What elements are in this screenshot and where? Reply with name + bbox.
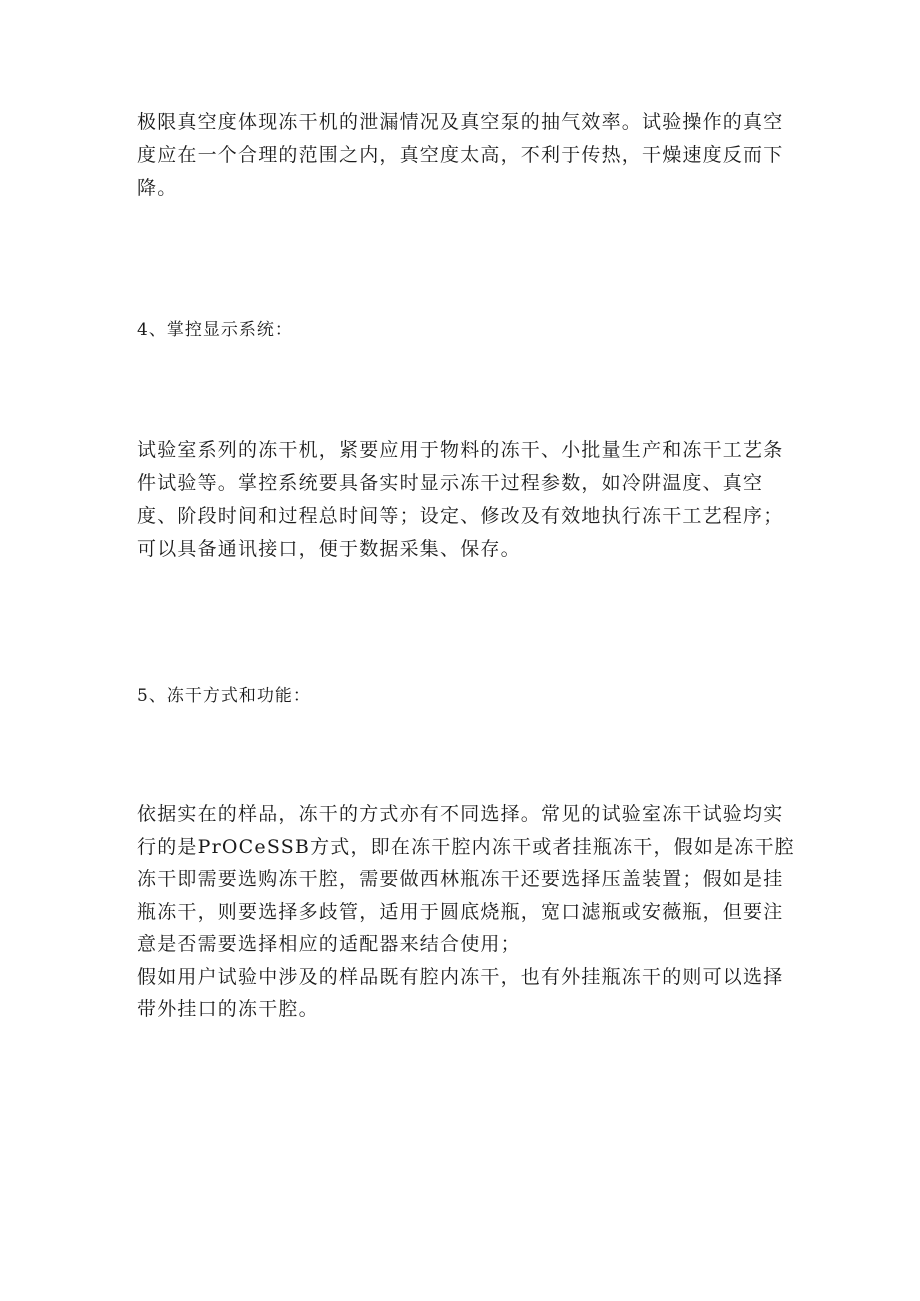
text-line: 行的是PrOCeSSB方式，即在冻干腔内冻干或者挂瓶冻干，假如是冻干腔 xyxy=(137,835,795,858)
paragraph-vacuum xyxy=(137,106,792,205)
text-line: 降。 xyxy=(137,177,178,199)
text-line: 依据实在的样品，冻干的方式亦有不同选择。常见的试验室冻干试验均实 xyxy=(137,803,784,825)
text-line: 极限真空度体现冻干机的泄漏情况及真空泵的抽气效率。试验操作的真空 xyxy=(137,111,784,133)
text-line: 试验室系列的冻干机，紧要应用于物料的冻干、小批量生产和冻干工艺条 xyxy=(137,439,784,461)
paragraph-control-system xyxy=(137,434,792,566)
text-line: 瓶冻干，则要选择多歧管，适用于圆底烧瓶，宽口滤瓶或安薇瓶，但要注 xyxy=(137,900,784,923)
paragraph-freeze-mode xyxy=(137,798,795,1026)
text-line: 度应在一个合理的范围之内，真空度太高，不利于传热，干燥速度反而下 xyxy=(137,144,784,166)
text-line: 冻干即需要选购冻干腔，需要做西林瓶冻干还要选择压盖装置；假如是挂 xyxy=(137,868,784,890)
section-heading-control-display: 4、掌控显示系统： xyxy=(137,320,293,340)
text-line: 度、阶段时间和过程总时间等；设定、修改及有效地执行冻干工艺程序； xyxy=(137,505,784,527)
text-line: 假如用户试验中涉及的样品既有腔内冻干，也有外挂瓶冻干的则可以选择 xyxy=(137,965,784,988)
text-line: 带外挂口的冻干腔。 xyxy=(137,998,319,1020)
section-heading-freeze-mode: 5、冻干方式和功能： xyxy=(137,686,311,706)
text-line: 可以具备通讯接口，便于数据采集、保存。 xyxy=(137,538,521,560)
text-line: 意是否需要选择相应的适配器来结合使用； xyxy=(137,933,521,955)
text-line: 件试验等。掌控系统要具备实时显示冻干过程参数，如冷阱温度、真空 xyxy=(137,472,764,494)
